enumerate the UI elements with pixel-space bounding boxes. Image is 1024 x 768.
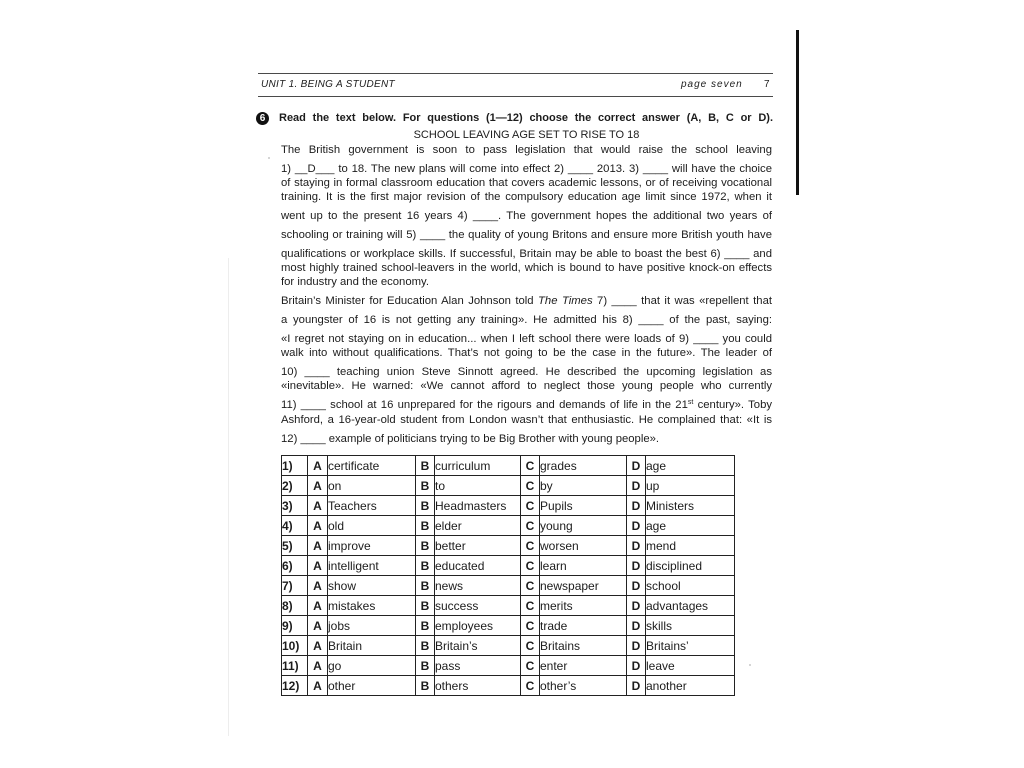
option-text: success (435, 596, 521, 616)
option-text: Teachers (328, 496, 416, 516)
option-text: to (435, 476, 521, 496)
table-row (282, 536, 735, 556)
option-text: elder (435, 516, 521, 536)
option-letter: A (308, 456, 328, 476)
option-letter: D (627, 556, 646, 576)
scan-speck (268, 157, 270, 159)
option-text: Pupils (540, 496, 627, 516)
table-row (282, 576, 735, 596)
option-text: intelligent (328, 556, 416, 576)
option-text: by (540, 476, 627, 496)
option-text: improve (328, 536, 416, 556)
option-letter: A (308, 496, 328, 516)
option-letter: C (521, 656, 540, 676)
option-text: news (435, 576, 521, 596)
option-text: trade (540, 616, 627, 636)
article-line: The British government is soon to pass legislation that would raise the school leaving (281, 144, 772, 156)
option-letter: A (308, 596, 328, 616)
option-text: school (646, 576, 735, 596)
answer-table (281, 455, 735, 696)
ordinal-suffix: st (687, 399, 694, 406)
answer-table-body (282, 456, 735, 696)
option-letter: B (416, 616, 435, 636)
scan-speck (749, 664, 751, 666)
option-letter: A (308, 556, 328, 576)
option-letter: C (521, 456, 540, 476)
option-letter: D (627, 636, 646, 656)
question-number: 12) (282, 676, 308, 696)
option-letter: C (521, 616, 540, 636)
option-letter: C (521, 556, 540, 576)
table-row (282, 636, 735, 656)
table-row (282, 656, 735, 676)
option-text: mend (646, 536, 735, 556)
article-line: a youngster of 16 is not getting any training». He admitted his 8) ____ of the past, saying: (281, 314, 772, 326)
option-text: another (646, 676, 735, 696)
option-text: educated (435, 556, 521, 576)
option-letter: A (308, 576, 328, 596)
header-unit-title: UNIT 1. BEING A STUDENT (261, 79, 395, 90)
option-text: Britain’s (435, 636, 521, 656)
option-letter: C (521, 516, 540, 536)
article-line: walk into without qualifications. That’s not going to be the case in the future». The leader of (281, 347, 772, 359)
question-number: 11) (282, 656, 308, 676)
option-letter: B (416, 576, 435, 596)
question-number: 9) (282, 616, 308, 636)
exercise-number-badge: 6 (256, 112, 269, 125)
option-text: jobs (328, 616, 416, 636)
option-letter: D (627, 656, 646, 676)
option-text: employees (435, 616, 521, 636)
option-text: Britain (328, 636, 416, 656)
option-letter: D (627, 496, 646, 516)
option-letter: B (416, 556, 435, 576)
option-text: go (328, 656, 416, 676)
option-text: Headmasters (435, 496, 521, 516)
option-letter: A (308, 656, 328, 676)
option-text: leave (646, 656, 735, 676)
option-letter: B (416, 496, 435, 516)
option-text: Britains’ (646, 636, 735, 656)
option-letter: B (416, 676, 435, 696)
option-text: better (435, 536, 521, 556)
header-page-number: 7 (764, 79, 770, 90)
option-text: pass (435, 656, 521, 676)
option-letter: B (416, 636, 435, 656)
option-letter: D (627, 596, 646, 616)
question-number: 5) (282, 536, 308, 556)
table-row (282, 556, 735, 576)
option-letter: A (308, 516, 328, 536)
option-letter: C (521, 476, 540, 496)
option-letter: B (416, 456, 435, 476)
article-line: most highly trained school-leavers in the world, which is bound to have positive knock-on effects (281, 262, 772, 274)
line-text: 7) ____ that it was «repellent that (592, 295, 772, 307)
line-text: 11) ____ school at 16 unprepared for the rigours and demands of life in the 21 (281, 399, 688, 411)
option-letter: D (627, 456, 646, 476)
option-letter: D (627, 616, 646, 636)
option-letter: A (308, 616, 328, 636)
option-text: merits (540, 596, 627, 616)
option-text: show (328, 576, 416, 596)
option-letter: C (521, 536, 540, 556)
article-line: qualifications or workplace skills. If successful, Britain may be able to boast the best 6) ____ and (281, 248, 772, 260)
option-letter: C (521, 576, 540, 596)
option-letter: A (308, 536, 328, 556)
option-letter: D (627, 676, 646, 696)
option-text: mistakes (328, 596, 416, 616)
option-text: young (540, 516, 627, 536)
article-line: «inevitable». He warned: «We cannot afford to neglect those young people who currently (281, 380, 772, 392)
line-text: Britain’s Minister for Education Alan Johnson told (281, 295, 539, 307)
option-text: skills (646, 616, 735, 636)
line-text: century». Toby (693, 399, 773, 411)
option-letter: A (308, 676, 328, 696)
article-title: SCHOOL LEAVING AGE SET TO RISE TO 18 (413, 129, 640, 141)
article-line: «I regret not staying on in education... when I left school there were loads of 9) ____ you could (281, 333, 772, 345)
article-line (281, 294, 772, 308)
header-rule-bottom (258, 96, 773, 97)
option-text: grades (540, 456, 627, 476)
question-number: 10) (282, 636, 308, 656)
option-text: Britains (540, 636, 627, 656)
option-letter: B (416, 656, 435, 676)
option-text: disciplined (646, 556, 735, 576)
option-letter: C (521, 676, 540, 696)
article-line: schooling or training will 5) ____ the quality of young Britons and ensure more British youth have (281, 229, 772, 241)
newspaper-title: The Times (538, 295, 593, 307)
question-number: 7) (282, 576, 308, 596)
question-number: 6) (282, 556, 308, 576)
article-line: 12) ____ example of politicians trying to be Big Brother with young people». (281, 433, 660, 445)
question-number: 4) (282, 516, 308, 536)
option-text: learn (540, 556, 627, 576)
article-line: 1) __D___ to 18. The new plans will come into effect 2) ____ 2013. 3) ____ will have the choice (281, 163, 772, 175)
article-line: 10) ____ teaching union Steve Sinnott agreed. He described the upcoming legislation as (281, 366, 772, 378)
option-letter: B (416, 476, 435, 496)
question-number: 1) (282, 456, 308, 476)
option-text: old (328, 516, 416, 536)
option-letter: A (308, 636, 328, 656)
article-line: of staying in formal classroom education that covers academic lessons, or of receiving vocational (281, 177, 772, 189)
option-text: up (646, 476, 735, 496)
option-letter: B (416, 516, 435, 536)
table-row (282, 476, 735, 496)
option-letter: D (627, 536, 646, 556)
question-number: 2) (282, 476, 308, 496)
option-letter: C (521, 496, 540, 516)
scan-edge-mark (796, 30, 799, 195)
option-text: newspaper (540, 576, 627, 596)
option-text: worsen (540, 536, 627, 556)
option-letter: C (521, 596, 540, 616)
option-letter: B (416, 596, 435, 616)
table-row (282, 516, 735, 536)
option-text: enter (540, 656, 627, 676)
exercise-instruction: Read the text below. For questions (1—12) choose the correct answer (A, B, C or D). (279, 112, 773, 124)
option-letter: B (416, 536, 435, 556)
article-line: went up to the present 16 years 4) ____. The government hopes the additional two years of (281, 210, 772, 222)
option-text: Ministers (646, 496, 735, 516)
header-rule-top (258, 73, 773, 74)
table-row (282, 596, 735, 616)
option-letter: D (627, 516, 646, 536)
option-letter: D (627, 576, 646, 596)
table-row (282, 676, 735, 696)
question-number: 8) (282, 596, 308, 616)
option-text: age (646, 516, 735, 536)
article-line (281, 398, 772, 412)
table-row (282, 496, 735, 516)
option-text: other’s (540, 676, 627, 696)
option-text: curriculum (435, 456, 521, 476)
header-page-word: page seven (681, 79, 743, 90)
table-row (282, 456, 735, 476)
table-row (282, 616, 735, 636)
option-letter: A (308, 476, 328, 496)
option-text: certificate (328, 456, 416, 476)
option-letter: C (521, 636, 540, 656)
option-text: age (646, 456, 735, 476)
option-text: on (328, 476, 416, 496)
article-line: Ashford, a 16-year-old student from London wasn’t that enthusiastic. He complained that: «It is (281, 414, 772, 426)
option-text: advantages (646, 596, 735, 616)
scan-margin-line (228, 258, 229, 736)
option-text: others (435, 676, 521, 696)
option-text: other (328, 676, 416, 696)
article-line: for industry and the economy. (281, 276, 429, 288)
option-letter: D (627, 476, 646, 496)
article-line: training. It is the first major revision of the compulsory education age limit since 1972, when it (281, 191, 772, 203)
question-number: 3) (282, 496, 308, 516)
